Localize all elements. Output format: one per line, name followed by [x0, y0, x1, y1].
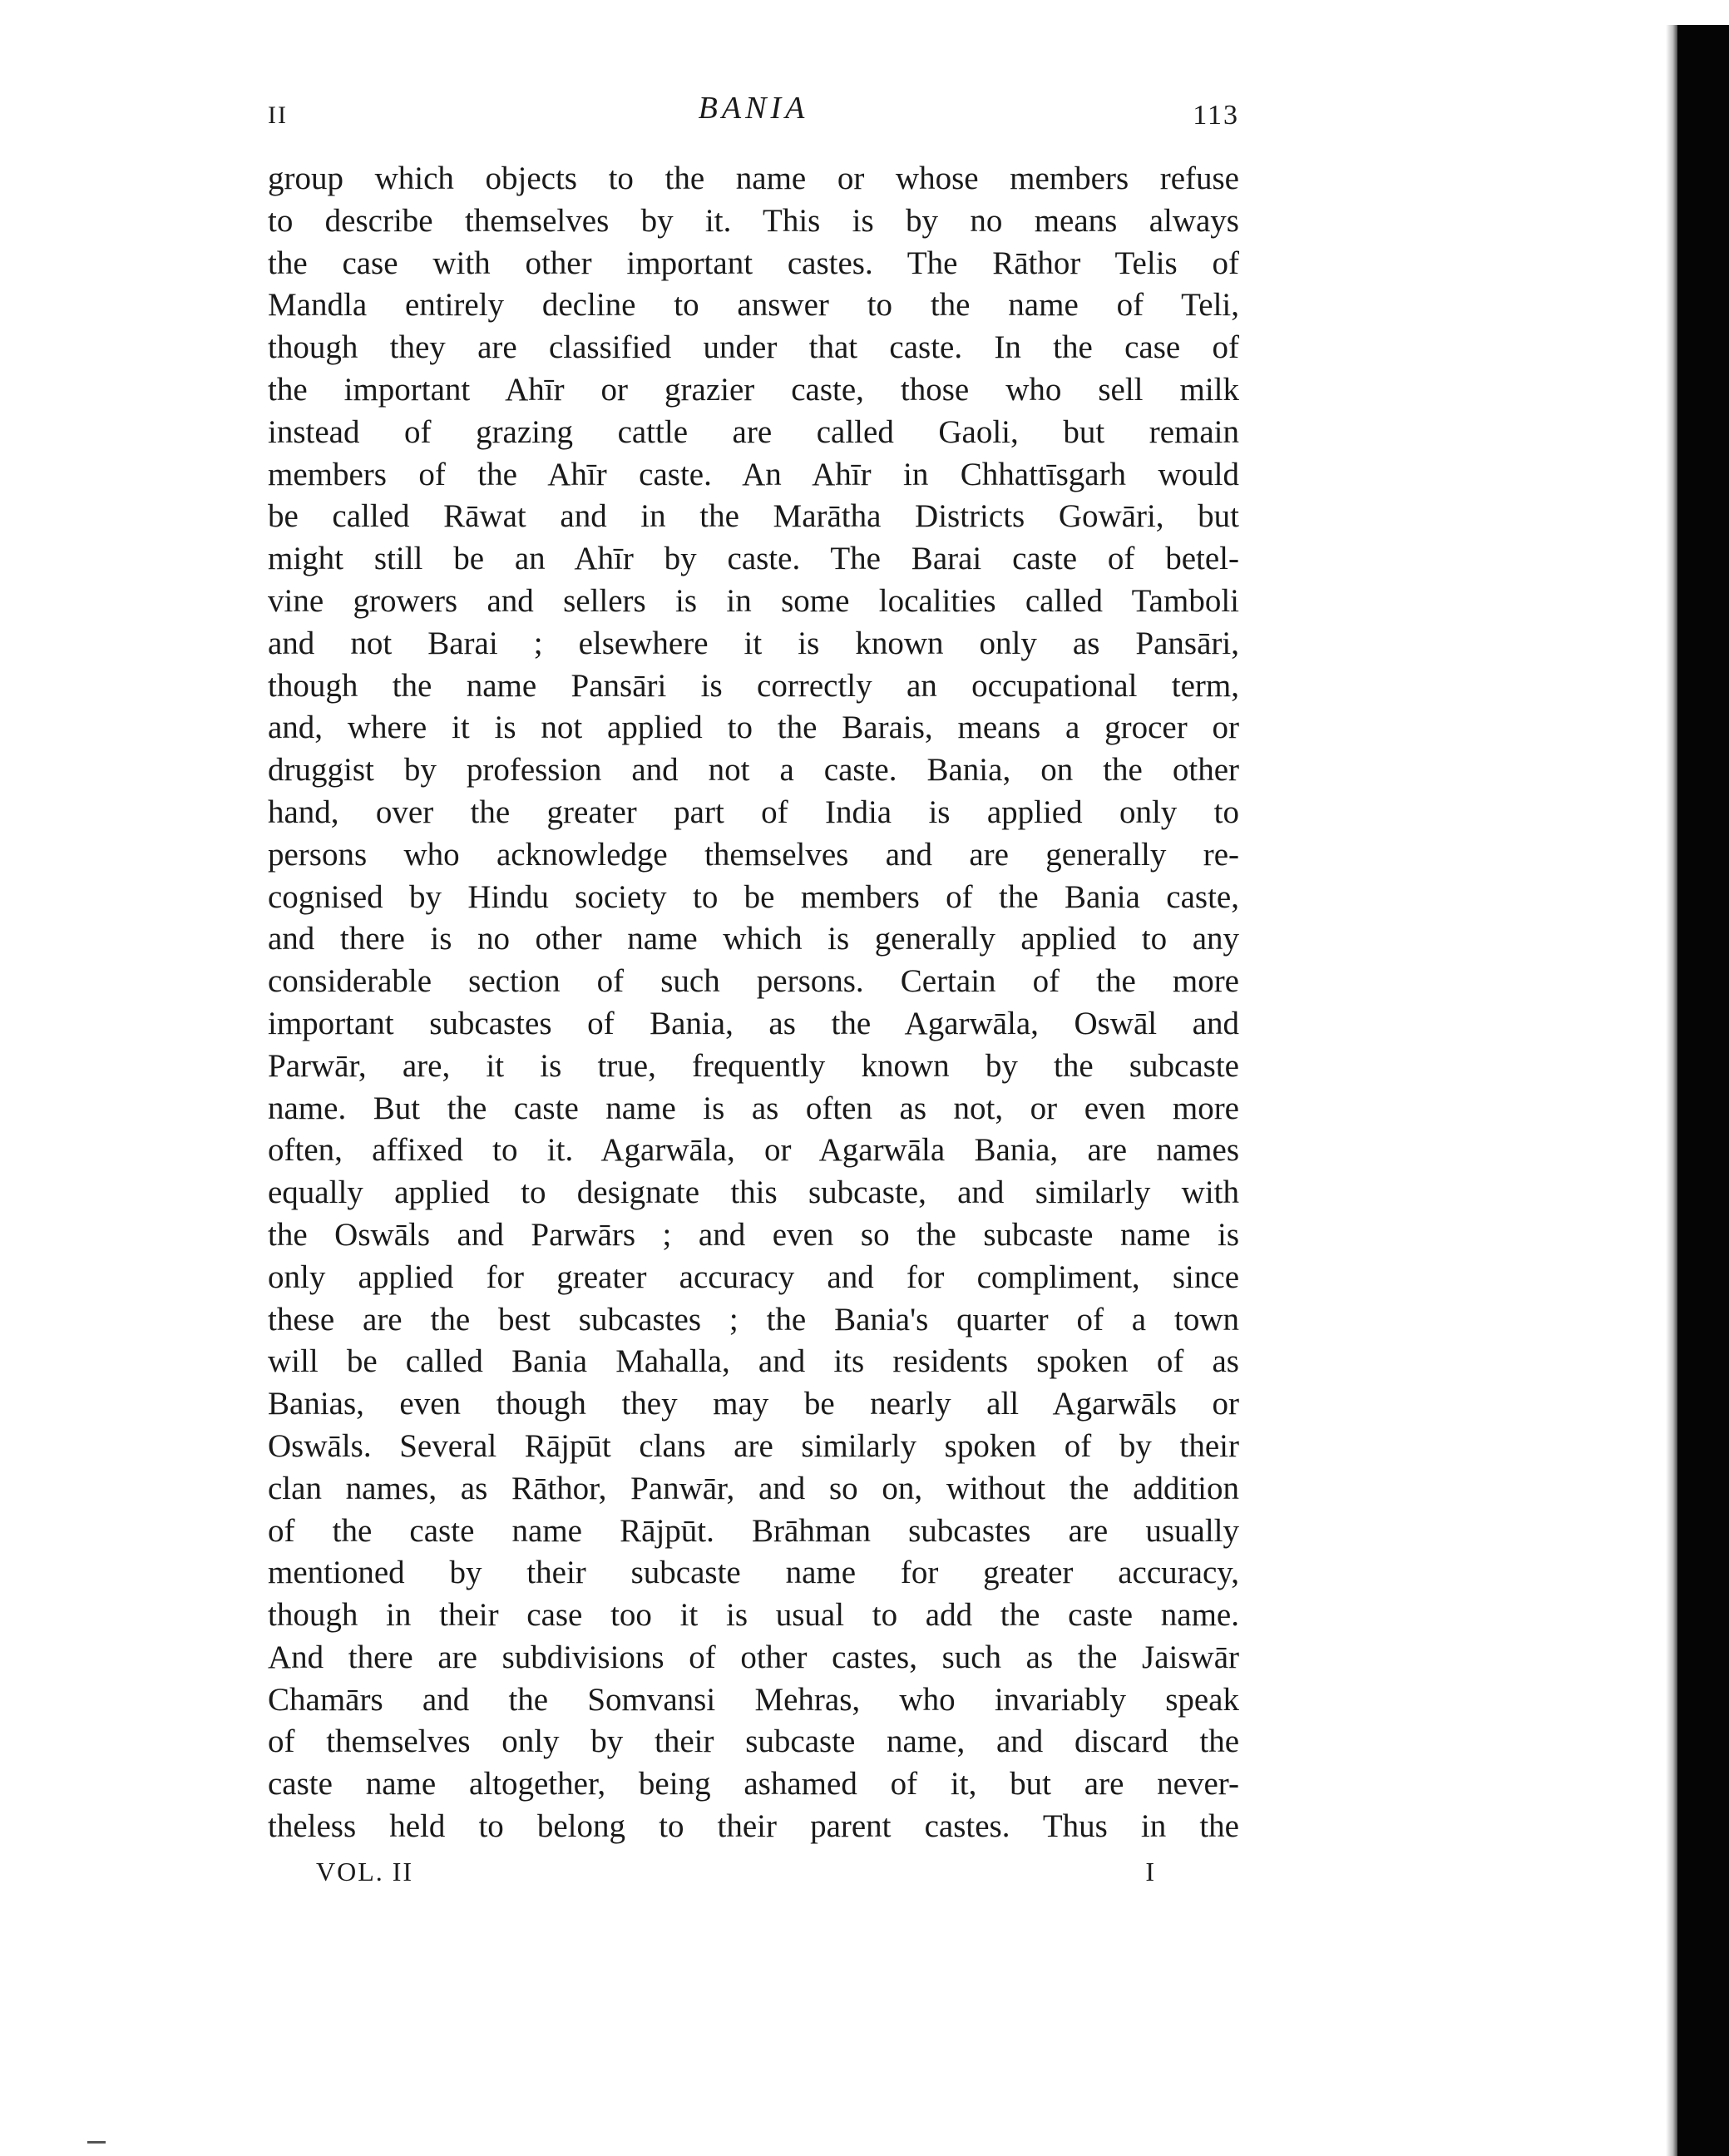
text-line: Chamārs and the Somvansi Mehras, who invariably speak	[268, 1681, 1239, 1718]
text-line: and there is no other name which is generally applied to any	[268, 921, 1239, 957]
text-line: considerable section of such persons. Certain of the more	[268, 963, 1239, 1000]
scan-edge	[1677, 25, 1729, 2156]
text-line: mentioned by their subcaste name for greater accuracy,	[268, 1555, 1239, 1591]
text-line: of themselves only by their subcaste name, and discard the	[268, 1723, 1239, 1760]
volume-label: VOL. II	[316, 1857, 414, 1886]
text-line: might still be an Ahīr by caste. The Barai caste of betel-	[268, 541, 1239, 577]
text-line: and not Barai ; elsewhere it is known only as Pansāri,	[268, 625, 1239, 661]
chapter-number: II	[268, 101, 288, 129]
text-line: druggist by profession and not a caste. Bania, on the other	[268, 752, 1239, 789]
text-line: and, where it is not applied to the Barais, means a grocer or	[268, 710, 1239, 746]
text-line: though in their case too it is usual to add the caste name.	[268, 1597, 1239, 1634]
text-line: persons who acknowledge themselves and are generally re-	[268, 836, 1239, 873]
text-line: vine growers and sellers is in some localities called Tamboli	[268, 582, 1239, 619]
text-line: only applied for greater accuracy and for compliment, since	[268, 1258, 1239, 1295]
page-number: 113	[1193, 100, 1239, 131]
text-line: Mandla entirely decline to answer to the name of Teli,	[268, 287, 1239, 324]
text-line: important subcastes of Bania, as the Agarwāla, Oswāl and	[268, 1005, 1239, 1041]
text-line: the important Ahīr or grazier caste, those who sell milk	[268, 371, 1239, 408]
text-line: will be called Bania Mahalla, and its residents spoken of as	[268, 1343, 1239, 1380]
text-line: And there are subdivisions of other castes, such as the Jaiswār	[268, 1639, 1239, 1675]
text-line: hand, over the greater part of India is applied only to	[268, 794, 1239, 830]
text-line: group which objects to the name or whose members refuse	[268, 161, 1239, 196]
text-line: instead of grazing cattle are called Gaoli, but remain	[268, 413, 1239, 450]
scan-mark	[87, 2141, 106, 2144]
text-line: though they are classified under that caste. In the case of	[268, 329, 1239, 366]
text-line: the case with other important castes. The Rāthor Telis of	[268, 245, 1239, 281]
text-line: often, affixed to it. Agarwāla, or Agarwāla Bania, are names	[268, 1132, 1239, 1169]
binding-shadow	[1666, 25, 1677, 2156]
text-line: Banias, even though they may be nearly all Agarwāls or	[268, 1386, 1239, 1422]
text-line: cognised by Hindu society to be members of the Bania caste,	[268, 878, 1239, 915]
text-line: theless held to belong to their parent castes. Thus in the	[268, 1808, 1239, 1845]
text-line: to describe themselves by it. This is by no means always	[268, 202, 1239, 239]
text-line: though the name Pansāri is correctly an occupational term,	[268, 667, 1239, 704]
text-line: of the caste name Rājpūt. Brāhman subcastes are usually	[268, 1512, 1239, 1549]
running-head	[268, 90, 1239, 140]
text-line: the Oswāls and Parwārs ; and even so the subcaste name is	[268, 1216, 1239, 1253]
text-line: Oswāls. Several Rājpūt clans are similarly spoken of by their	[268, 1427, 1239, 1464]
text-line: Parwār, are, it is true, frequently known by the subcaste	[268, 1047, 1239, 1084]
running-title: BANIA	[698, 91, 809, 126]
signature-mark: I	[1145, 1857, 1156, 1886]
text-line: name. But the caste name is as often as not, or even more	[268, 1090, 1239, 1126]
text-line: these are the best subcastes ; the Bania's quarter of a town	[268, 1301, 1239, 1338]
text-line: clan names, as Rāthor, Panwār, and so on, without the addition	[268, 1470, 1239, 1506]
text-line: caste name altogether, being ashamed of it, but are never-	[268, 1766, 1239, 1802]
text-line: equally applied to designate this subcaste, and similarly with	[268, 1174, 1239, 1211]
text-line: be called Rāwat and in the Marātha Districts Gowāri, but	[268, 498, 1239, 535]
page-footer	[316, 1857, 1156, 1898]
body-paragraph	[268, 158, 1239, 1848]
text-line: members of the Ahīr caste. An Ahīr in Chhattīsgarh would	[268, 456, 1239, 492]
